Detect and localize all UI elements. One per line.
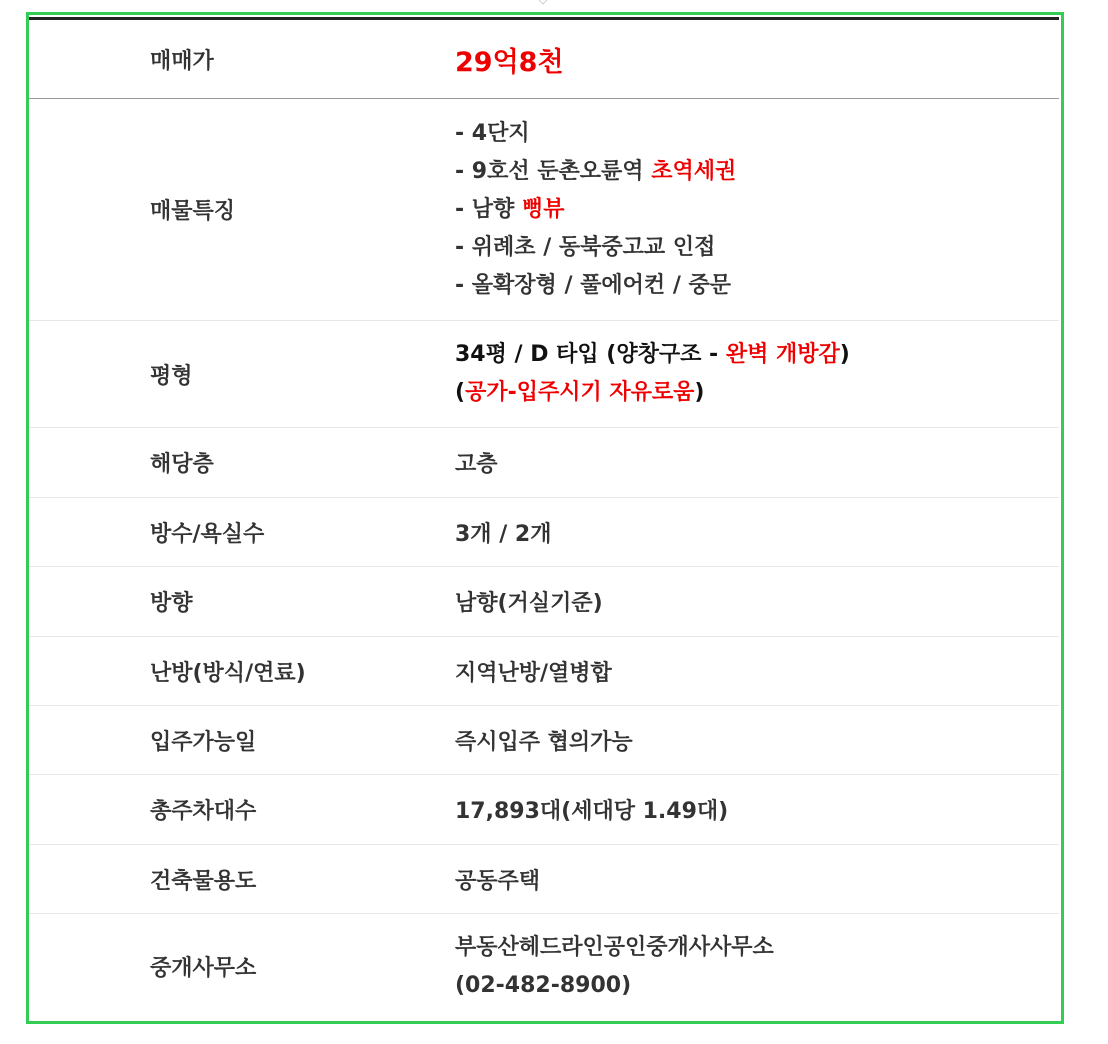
row-move-in: [29, 706, 1059, 775]
direction-value: 남향(거실기준): [455, 567, 1059, 637]
move-in-value: 즉시입주 협의가능: [455, 706, 1059, 775]
row-direction: [29, 567, 1059, 637]
features-list: [455, 99, 1059, 321]
row-heating: [29, 637, 1059, 706]
feature-line: - 올확장형 / 풀에어컨 / 중문: [455, 272, 732, 298]
size-highlight: 공가-입주시기 자유로움: [465, 380, 695, 405]
agency-phone: (02-482-8900): [455, 972, 632, 998]
agency-label: 중개사무소: [150, 956, 257, 982]
size-value: 34평 / D 타입 (양창구조 - 완벽 개방감) (공가-입주시기 자유로움): [455, 321, 1059, 428]
price-value: 29억8천: [455, 46, 564, 78]
heating-value: 지역난방/열병합: [455, 637, 1059, 706]
move-in-label: 입주가능일: [29, 706, 455, 775]
feature-line: - 9호선 둔촌오륜역 초역세권: [455, 158, 737, 184]
price-label: 매매가: [29, 19, 455, 99]
agency-name: 부동산헤드라인공인중개사사무소: [455, 934, 774, 960]
row-price: [29, 19, 1059, 99]
size-label: 평형: [29, 321, 455, 428]
size-highlight: 완벽 개방감: [725, 342, 840, 367]
listing-info-box: [26, 12, 1064, 1024]
row-floor: [29, 428, 1059, 498]
row-size: [29, 321, 1059, 428]
feature-highlight: 초역세권: [651, 158, 737, 184]
agency-value: [455, 914, 1059, 1020]
parking-value: 17,893대(세대당 1.49대): [455, 775, 1059, 845]
listing-info-table: [29, 17, 1059, 1020]
row-parking: [29, 775, 1059, 845]
floor-value: 고층: [455, 428, 1059, 498]
rooms-label: 방수/욕실수: [29, 498, 455, 567]
floor-label: 해당층: [29, 428, 455, 498]
row-building-use: [29, 845, 1059, 914]
top-pointer-icon: [538, 0, 548, 6]
row-agency: [29, 914, 1059, 1020]
features-label: 매물특징: [29, 99, 455, 321]
row-rooms: [29, 498, 1059, 567]
building-use-label: 건축물용도: [29, 845, 455, 914]
direction-label: 방향: [29, 567, 455, 637]
rooms-value: 3개 / 2개: [455, 498, 1059, 567]
building-use-value: 공동주택: [455, 845, 1059, 914]
feature-highlight: 뻥뷰: [521, 196, 565, 222]
feature-line: - 4단지: [455, 120, 530, 146]
row-features: [29, 99, 1059, 321]
feature-line: - 남향 뻥뷰: [455, 196, 565, 222]
parking-label: 총주차대수: [29, 775, 455, 845]
heating-label: 난방(방식/연료): [29, 637, 455, 706]
feature-line: - 위례초 / 동북중고교 인접: [455, 234, 716, 260]
